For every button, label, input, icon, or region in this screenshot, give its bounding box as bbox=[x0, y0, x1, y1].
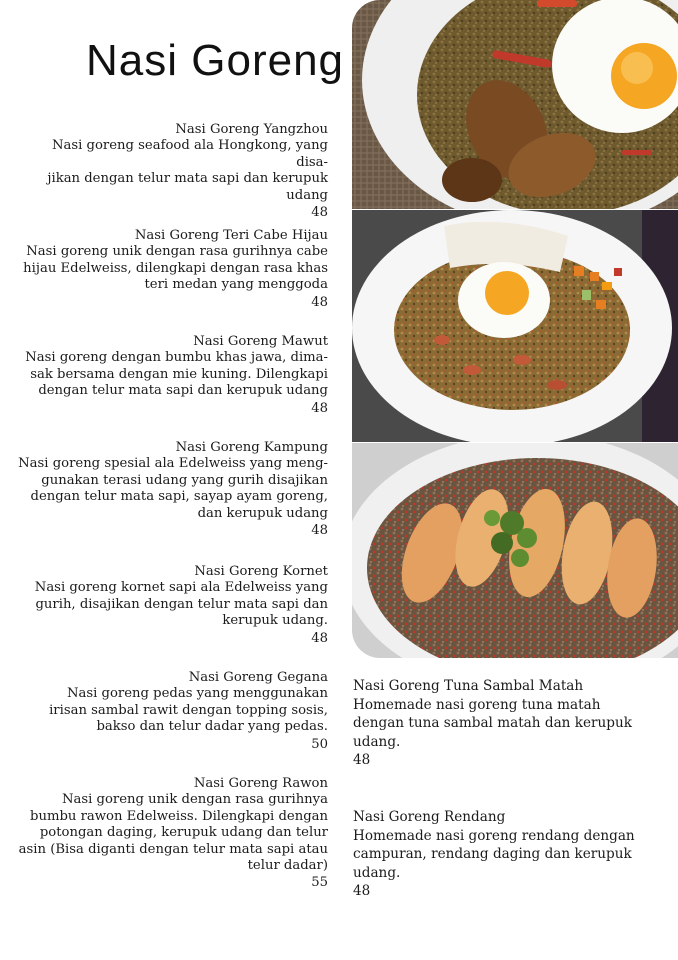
menu-item-desc-line: dengan tuna sambal matah dan kerupuk bbox=[353, 715, 632, 732]
menu-item-price: 50 bbox=[311, 736, 328, 752]
menu-item-desc-line: dan kerupuk udang bbox=[197, 505, 328, 521]
menu-item-desc-line: campuran, rendang daging dan kerupuk bbox=[353, 846, 632, 863]
menu-item-desc-line: Nasi goreng seafood ala Hongkong, yang disa- bbox=[51, 138, 328, 170]
menu-item-name: Nasi Goreng Teri Cabe Hijau bbox=[134, 228, 328, 243]
menu-item-name: Nasi Goreng Kampung bbox=[175, 440, 328, 455]
menu-item-mawut bbox=[18, 334, 328, 417]
menu-item-price: 48 bbox=[311, 630, 328, 646]
menu-item-desc-line: gunakan terasi udang yang gurih disajikan bbox=[41, 472, 328, 488]
menu-item-desc-line: udang. bbox=[353, 733, 401, 750]
menu-item-desc-line: teri medan yang menggoda bbox=[144, 277, 328, 293]
menu-item-desc-line: Nasi goreng dengan bumbu khas jawa, dima- bbox=[25, 350, 328, 366]
menu-item-rendang bbox=[353, 808, 653, 901]
menu-item-desc-line: udang bbox=[286, 187, 328, 203]
menu-item-price: 48 bbox=[353, 752, 371, 769]
menu-item-desc-line: udang. bbox=[353, 864, 401, 881]
menu-item-desc-line: Homemade nasi goreng tuna matah bbox=[353, 696, 601, 713]
menu-item-desc-line: asin (Bisa diganti dengan telur mata sapi atau bbox=[18, 841, 328, 857]
menu-item-desc-line: hijau Edelweiss, dilengkapi dengan rasa khas bbox=[23, 260, 328, 276]
menu-item-desc-line: telur dadar) bbox=[247, 858, 328, 874]
menu-item-price: 48 bbox=[311, 400, 328, 416]
menu-item-rawon bbox=[18, 776, 328, 891]
menu-item-gegana bbox=[18, 670, 328, 753]
menu-item-desc-line: dengan telur mata sapi dan kerupuk udang bbox=[38, 383, 328, 399]
menu-item-teri-cabe-hijau bbox=[18, 228, 328, 311]
menu-item-desc-line: Homemade nasi goreng rendang dengan bbox=[353, 827, 635, 844]
menu-item-yangzhou bbox=[18, 122, 328, 221]
menu-item-desc-line: sak bersama dengan mie kuning. Dilengkapi bbox=[30, 366, 328, 382]
photo-column bbox=[352, 0, 678, 658]
menu-item-kampung bbox=[18, 440, 328, 539]
menu-item-name: Nasi Goreng Kornet bbox=[194, 564, 328, 579]
menu-item-price: 55 bbox=[311, 875, 328, 891]
menu-item-name: Nasi Goreng Yangzhou bbox=[175, 122, 328, 137]
fried-rice-egg-chicken-photo bbox=[352, 0, 678, 209]
menu-item-desc-line: bakso dan telur dadar yang pedas. bbox=[96, 719, 328, 735]
menu-item-kornet bbox=[18, 564, 328, 647]
menu-item-name: Nasi Goreng Tuna Sambal Matah bbox=[353, 678, 584, 694]
menu-item-desc-line: Nasi goreng kornet sapi ala Edelweiss yang bbox=[34, 580, 328, 596]
menu-item-name: Nasi Goreng Gegana bbox=[188, 670, 328, 685]
menu-item-name: Nasi Goreng Mawut bbox=[193, 334, 328, 349]
fried-rice-omelette-photo bbox=[352, 443, 678, 658]
menu-item-price: 48 bbox=[353, 883, 371, 900]
menu-item-desc-line: kerupuk udang. bbox=[222, 613, 328, 629]
menu-item-desc-line: Nasi goreng unik dengan rasa gurihnya bbox=[61, 792, 328, 808]
menu-item-name: Nasi Goreng Rendang bbox=[353, 809, 506, 825]
menu-item-desc-line: bumbu rawon Edelweiss. Dilengkapi dengan bbox=[30, 808, 328, 824]
menu-item-desc-line: gurih, disajikan dengan telur mata sapi dan bbox=[35, 596, 328, 612]
menu-item-desc-line: Nasi goreng spesial ala Edelweiss yang meng- bbox=[18, 456, 328, 472]
menu-item-desc-line: Nasi goreng unik dengan rasa gurihnya cabe bbox=[26, 244, 328, 260]
page-title: Nasi Goreng bbox=[86, 36, 345, 85]
menu-item-price: 48 bbox=[311, 205, 328, 221]
menu-item-desc-line: Nasi goreng pedas yang menggunakan bbox=[66, 686, 328, 702]
menu-item-price: 48 bbox=[311, 294, 328, 310]
menu-item-desc-line: potongan daging, kerupuk udang dan telur bbox=[39, 825, 328, 841]
menu-item-desc-line: jikan dengan telur mata sapi dan kerupuk bbox=[47, 171, 328, 187]
menu-item-name: Nasi Goreng Rawon bbox=[193, 776, 328, 791]
menu-item-desc-line: dengan telur mata sapi, sayap ayam goreng, bbox=[30, 489, 328, 505]
fried-rice-egg-cracker-photo bbox=[352, 210, 678, 442]
menu-item-price: 48 bbox=[311, 523, 328, 539]
menu-item-desc-line: irisan sambal rawit dengan topping sosis, bbox=[49, 702, 328, 718]
menu-item-tuna-sambal-matah bbox=[353, 677, 653, 770]
